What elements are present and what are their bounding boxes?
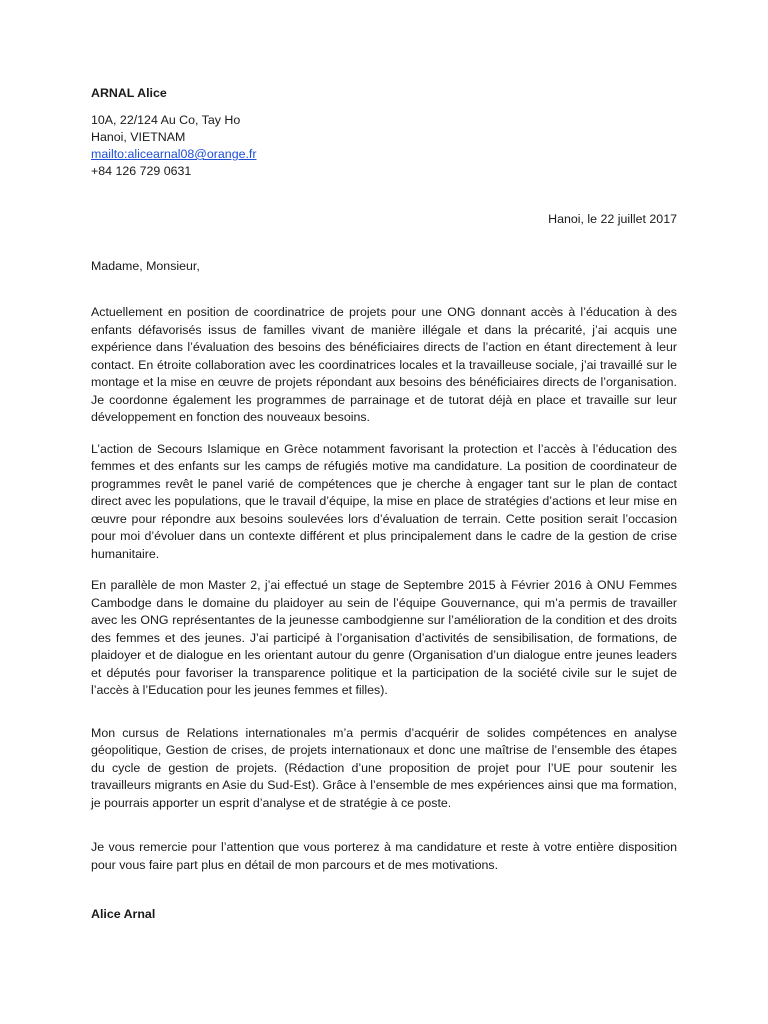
- paragraph-closing: Je vous remercie pour l’attention que vous porterez à ma candidature et reste à votre entière disposition pour vous faire part plus en détail de mon parcours et de mes motivations.: [91, 840, 677, 872]
- salutation: Madame, Monsieur,: [91, 259, 200, 273]
- paragraph-internship: En parallèle de mon Master 2, j’ai effectué un stage de Septembre 2015 à Février 2016 à ONU Femmes Cambodge dans le domaine du plaidoyer au sein de l’équipe Gouvernance, qui m’a permis de travailler avec les ONG représentantes de la jeunesse cambodgienne sur l’amélioration de la condition et des droits des femmes et des jeunes. J’ai participé à l’organisation d’activités de sensibilisation, de formations, de plaidoyer et de dialogue en les orientant autour du genre (Organisation d’un dialogue entre jeunes leaders et députés pour favoriser la transparence politique et la participation de la société civile sur le sujet de l’accès à l’Education pour les jeunes femmes et filles).: [91, 578, 677, 697]
- sender-address-block: [91, 112, 491, 180]
- paragraph-motivation: L’action de Secours Islamique en Grèce notamment favorisant la protection et l’accès à l’éducation des femmes et des enfants sur les camps de réfugiés motive ma candidature. La position de coordinateur de programmes revêt le panel varié de compétences que je cherche à engager tant sur le plan de contact direct avec les populations, que le travail d’équipe, la mise en place de stratégies d’actions et leur mise en œuvre pour répondre aux besoins soulevées lors d’évaluation de terrain. Cette position serait l’occasion pour moi d’évoluer dans un contexte différent et plus principalement dans le cadre de la gestion de crise humanitaire.: [91, 441, 677, 561]
- phone-number: +84 126 729 0631: [91, 164, 192, 178]
- address-line-city: Hanoi, VIETNAM: [91, 130, 186, 144]
- letter-body: [91, 304, 677, 874]
- date-line: Hanoi, le 22 juillet 2017: [548, 212, 677, 226]
- email-link[interactable]: mailto:alicearnal08@orange.fr: [91, 147, 257, 161]
- address-line-street: 10A, 22/124 Au Co, Tay Ho: [91, 113, 241, 127]
- sender-name: ARNAL Alice: [91, 86, 167, 100]
- signature-name: Alice Arnal: [91, 907, 156, 921]
- paragraph-current-position: Actuellement en position de coordinatrice de projets pour une ONG donnant accès à l’éducation à des enfants défavorisés issus de familles vivant de manière illégale et dans la précarité, j’ai acquis une expérience dans l’évaluation des besoins des bénéficiaires directs de l’action en étant directement à leur contact. En étroite collaboration avec les coordinatrices locales et la travailleuse sociale, j’ai travaillé sur le montage et la mise en œuvre de projets répondant aux besoins des bénéficiaires directs de l’organisation. Je coordonne également les programmes de parrainage et de tutorat déjà en place et travaille sur leur développement en fonction des nouveaux besoins.: [91, 305, 677, 424]
- paragraph-education: Mon cursus de Relations internationales m’a permis d’acquérir de solides compétences en analyse géopolitique, Gestion de crises, de projets internationaux et donc une maîtrise de l’ensemble des étapes du cycle de gestion de projets. (Rédaction d’une proposition de projet pour l’UE pour soutenir les travailleurs migrants en Asie du Sud-Est). Grâce à l’ensemble de mes expériences ainsi que ma formation, je pourrais apporter un esprit d’analyse et de stratégie à ce poste.: [91, 725, 677, 810]
